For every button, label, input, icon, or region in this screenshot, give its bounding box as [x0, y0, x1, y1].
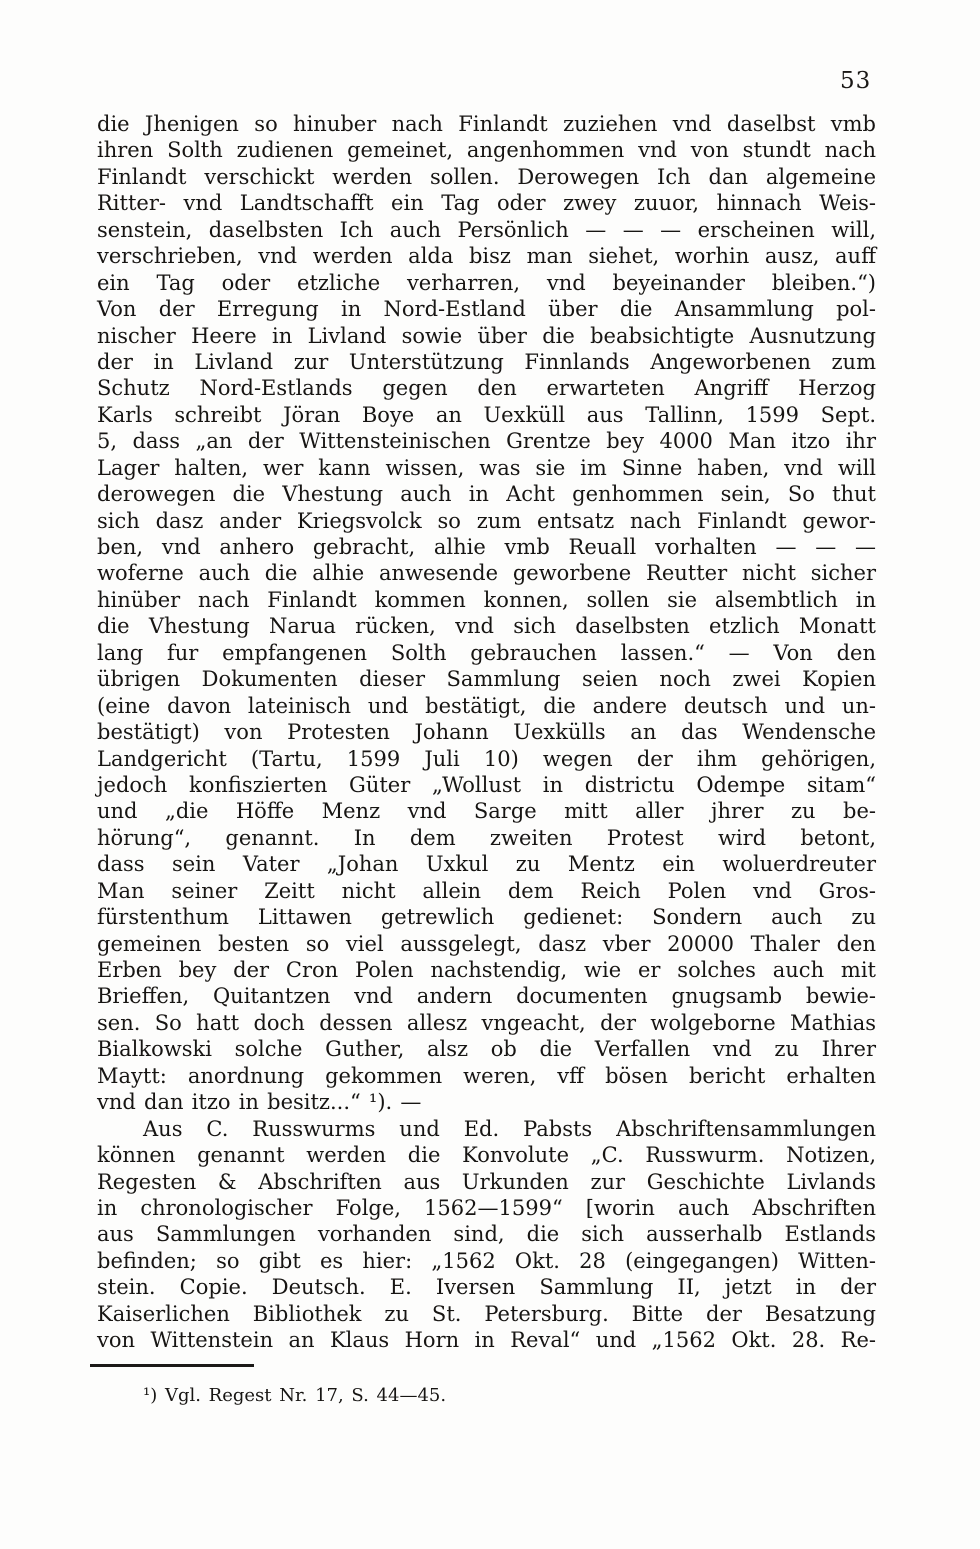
- text-line: übrigen Dokumenten dieser Sammlung seien noch zwei Kopien: [97, 667, 876, 692]
- text-line: hörung“, genannt. In dem zweiten Protest wird betont,: [97, 825, 876, 850]
- footnote-divider: [90, 1364, 254, 1367]
- text-line: befinden; so gibt es hier: „1562 Okt. 28 (eingegangen) Witten-: [97, 1248, 876, 1273]
- text-line: stein. Copie. Deutsch. E. Iversen Sammlung II, jetzt in der: [97, 1275, 876, 1300]
- text-line: hinüber nach Finlandt kommen konnen, sollen sie alsembtlich in: [97, 587, 876, 612]
- text-line: Karls schreibt Jöran Boye an Uexküll aus Tallinn, 1599 Sept.: [97, 402, 876, 427]
- text-line: sen. So hatt doch dessen allesz vngeacht, der wolgeborne Mathias: [97, 1010, 876, 1035]
- body-text: [97, 111, 876, 1354]
- text-line: aus Sammlungen vorhanden sind, die sich ausserhalb Estlands: [97, 1222, 876, 1247]
- text-line: Maytt: anordnung gekommen weren, vff bösen bericht erhalten: [97, 1063, 876, 1088]
- text-line: die Vhestung Narua rücken, vnd sich daselbsten etzlich Monatt: [97, 614, 876, 639]
- text-line: Aus C. Russwurms und Ed. Pabsts Abschriftensammlungen: [143, 1116, 876, 1141]
- text-line: der in Livland zur Unterstützung Finnlands Angeworbenen zum: [97, 349, 876, 374]
- text-line: bestätigt) von Protesten Johann Uexkülls an das Wendensche: [97, 720, 876, 745]
- text-line: Man seiner Zeitt nicht allein dem Reich Polen vnd Gros-: [97, 878, 876, 903]
- text-line: die Jhenigen so hinuber nach Finlandt zuziehen vnd daselbst vmb: [97, 112, 876, 136]
- text-line: Finlandt verschickt werden sollen. Derowegen Ich dan algemeine: [97, 164, 876, 189]
- text-line: von Wittenstein an Klaus Horn in Reval“ und „1562 Okt. 28. Re-: [97, 1328, 876, 1353]
- text-line: Landgericht (Tartu, 1599 Juli 10) wegen der ihm gehörigen,: [97, 746, 876, 771]
- text-line: Bialkowski solche Guther, alsz ob die Verfallen vnd zu Ihrer: [97, 1037, 876, 1062]
- text-line: und „die Höffe Menz vnd Sarge mitt aller jhrer zu be-: [97, 799, 876, 824]
- text-line: jedoch konfiszierten Güter „Wollust in districtu Odempe sitam“: [97, 772, 876, 797]
- text-line: Erben bey der Cron Polen nachstendig, wie er solches auch mit: [97, 958, 876, 982]
- text-line: Ritter- vnd Landtschafft ein Tag oder zwey zuuor, hinnach Weis-: [97, 191, 876, 216]
- text-line: dass sein Vater „Johan Uxkul zu Mentz ein woluerdreuter: [97, 852, 876, 877]
- text-line: vnd dan itzo in besitz...“ ¹). —: [97, 1090, 422, 1115]
- text-line: verschrieben, vnd werden alda bisz man siehet, worhin ausz, auff: [97, 244, 876, 269]
- text-line: senstein, daselbsten Ich auch Persönlich — — — erscheinen will,: [97, 217, 876, 242]
- text-line: Brieffen, Quitantzen vnd andern documenten gnugsamb bewie-: [97, 984, 876, 1009]
- footnote: ¹) Vgl. Regest Nr. 17, S. 44—45.: [143, 1385, 447, 1406]
- page-number: 53: [840, 68, 872, 94]
- text-line: ein Tag oder etzliche verharren, vnd beyeinander bleiben.“): [97, 270, 876, 295]
- text-line: derowegen die Vhestung auch in Acht genhommen sein, So thut: [97, 482, 876, 507]
- text-line: können genannt werden die Konvolute „C. Russwurm. Notizen,: [97, 1143, 876, 1168]
- text-line: woferne auch die alhie anwesende geworbene Reutter nicht sicher: [97, 561, 876, 586]
- text-line: Lager halten, wer kann wissen, was sie im Sinne haben, vnd will: [97, 455, 876, 480]
- text-line: ihren Solth zudienen gemeinet, angenhommen vnd von stundt nach: [97, 138, 876, 163]
- text-line: in chronologischer Folge, 1562—1599“ [worin auch Abschriften: [97, 1195, 876, 1220]
- text-line: ben, vnd anhero gebracht, alhie vmb Reuall vorhalten — — —: [97, 535, 876, 559]
- text-line: Schutz Nord-Estlands gegen den erwarteten Angriff Herzog: [97, 376, 876, 401]
- text-line: (eine davon lateinisch und bestätigt, die andere deutsch und un-: [97, 693, 876, 718]
- text-line: sich dasz ander Kriegsvolck so zum entsatz nach Finlandt gewor-: [97, 508, 876, 533]
- text-line: gemeinen besten so viel aussgelegt, dasz vber 20000 Thaler den: [97, 931, 876, 956]
- text-line: lang fur empfangenen Solth gebrauchen lassen.“ — Von den: [97, 640, 876, 665]
- text-line: Kaiserlichen Bibliothek zu St. Petersburg. Bitte der Besatzung: [97, 1301, 876, 1326]
- text-line: 5, dass „an der Wittensteinischen Grentze bey 4000 Man itzo ihr: [97, 429, 876, 454]
- text-line: Regesten & Abschriften aus Urkunden zur Geschichte Livlands: [97, 1169, 876, 1194]
- text-line: Von der Erregung in Nord-Estland über die Ansammlung pol-: [97, 297, 876, 322]
- text-line: nischer Heere in Livland sowie über die beabsichtigte Ausnutzung: [97, 323, 876, 348]
- text-line: fürstenthum Littawen getrewlich gedienet: Sondern auch zu: [97, 905, 876, 930]
